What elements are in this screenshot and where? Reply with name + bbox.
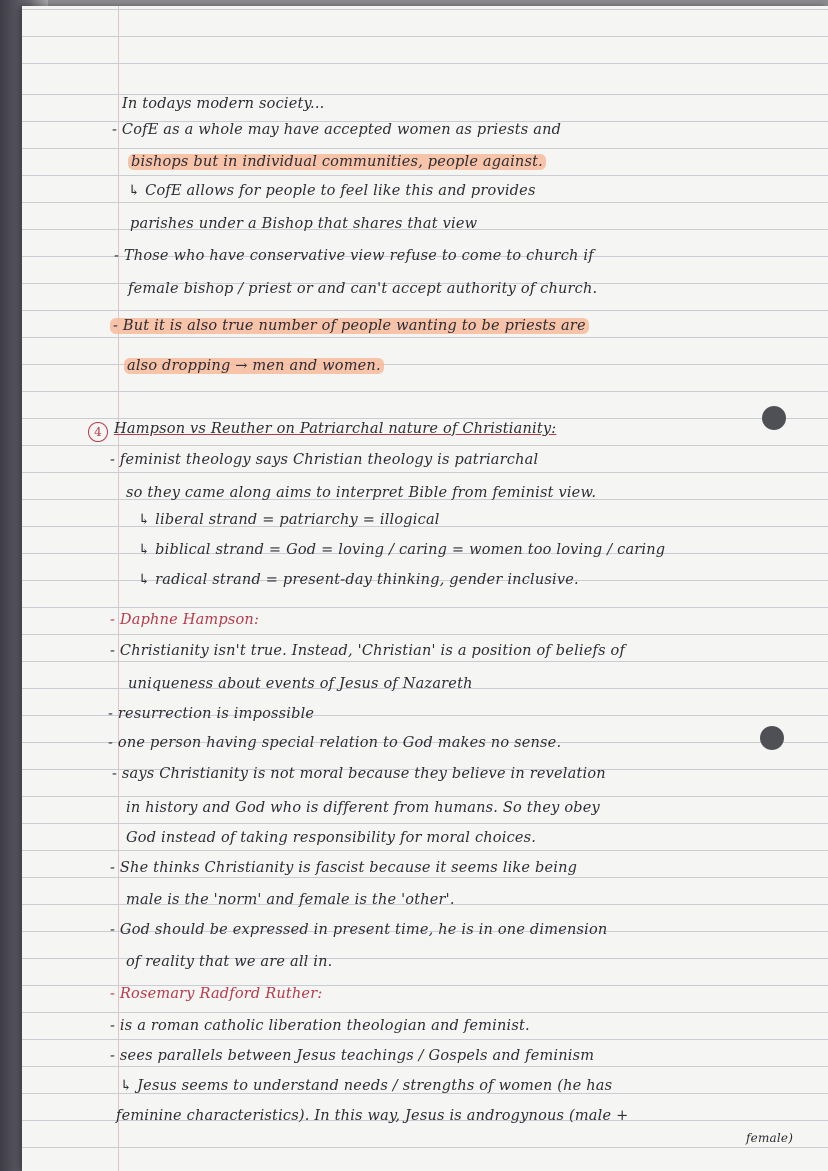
highlighted-text: bishops but in individual communities, people against.: [128, 154, 546, 170]
note-line: parishes under a Bishop that shares that view: [130, 216, 478, 232]
note-line: ↳ CofE allows for people to feel like this and provides: [128, 183, 536, 199]
note-line: in history and God who is different from humans. So they obey: [126, 800, 600, 816]
note-line: uniqueness about events of Jesus of Nazareth: [128, 676, 473, 692]
note-line: of reality that we are all in.: [126, 954, 333, 970]
note-line: - one person having special relation to God makes no sense.: [108, 735, 562, 751]
subheading-daphne-hampson: - Daphne Hampson:: [110, 612, 260, 628]
section-heading: [114, 419, 556, 439]
note-line: - Christianity isn't true. Instead, 'Christian' is a position of beliefs of: [110, 643, 626, 659]
note-line: God instead of taking responsibility for moral choices.: [126, 830, 537, 846]
note-line: ↳ radical strand = present-day thinking, gender inclusive.: [138, 572, 579, 588]
note-line: - resurrection is impossible: [108, 706, 315, 722]
note-line: In todays modern society...: [122, 96, 325, 112]
note-line: [124, 356, 384, 376]
note-line: ↳ Jesus seems to understand needs / strengths of women (he has: [120, 1078, 613, 1094]
note-line: - God should be expressed in present time, he is in one dimension: [110, 922, 608, 938]
highlighted-text: also dropping → men and women.: [124, 358, 384, 374]
note-line: ↳ biblical strand = God = loving / caring = women too loving / caring: [138, 542, 666, 558]
note-line: feminine characteristics). In this way, Jesus is androgynous (male +: [116, 1108, 629, 1124]
highlighted-text: - But it is also true number of people wanting to be priests are: [110, 318, 589, 334]
subheading-rosemary-ruether: - Rosemary Radford Ruther:: [110, 986, 323, 1002]
note-line: - says Christianity is not moral because they believe in revelation: [112, 766, 606, 782]
note-line: [110, 316, 589, 336]
note-line: - CofE as a whole may have accepted women as priests and: [112, 122, 562, 138]
note-line: - sees parallels between Jesus teachings / Gospels and feminism: [110, 1048, 595, 1064]
note-line: - She thinks Christianity is fascist because it seems like being: [110, 860, 578, 876]
heading-text: Hampson vs Reuther on Patriarchal nature of Christianity:: [114, 421, 557, 437]
note-line: [128, 152, 546, 172]
notebook-page: [22, 6, 828, 1171]
note-line: so they came along aims to interpret Bible from feminist view.: [126, 485, 597, 501]
note-line: - is a roman catholic liberation theologian and feminist.: [110, 1018, 530, 1034]
note-line: - feminist theology says Christian theology is patriarchal: [110, 452, 539, 468]
note-line: male is the 'norm' and female is the 'other'.: [126, 892, 455, 908]
bullet-dot-icon: [760, 726, 784, 750]
section-number-badge: 4: [88, 422, 108, 442]
bullet-dot-icon: [762, 406, 786, 430]
note-line: ↳ liberal strand = patriarchy = illogical: [138, 512, 440, 528]
note-line: female bishop / priest or and can't accept authority of church.: [128, 281, 598, 297]
note-line: female): [746, 1131, 794, 1145]
note-line: - Those who have conservative view refuse to come to church if: [114, 248, 594, 264]
